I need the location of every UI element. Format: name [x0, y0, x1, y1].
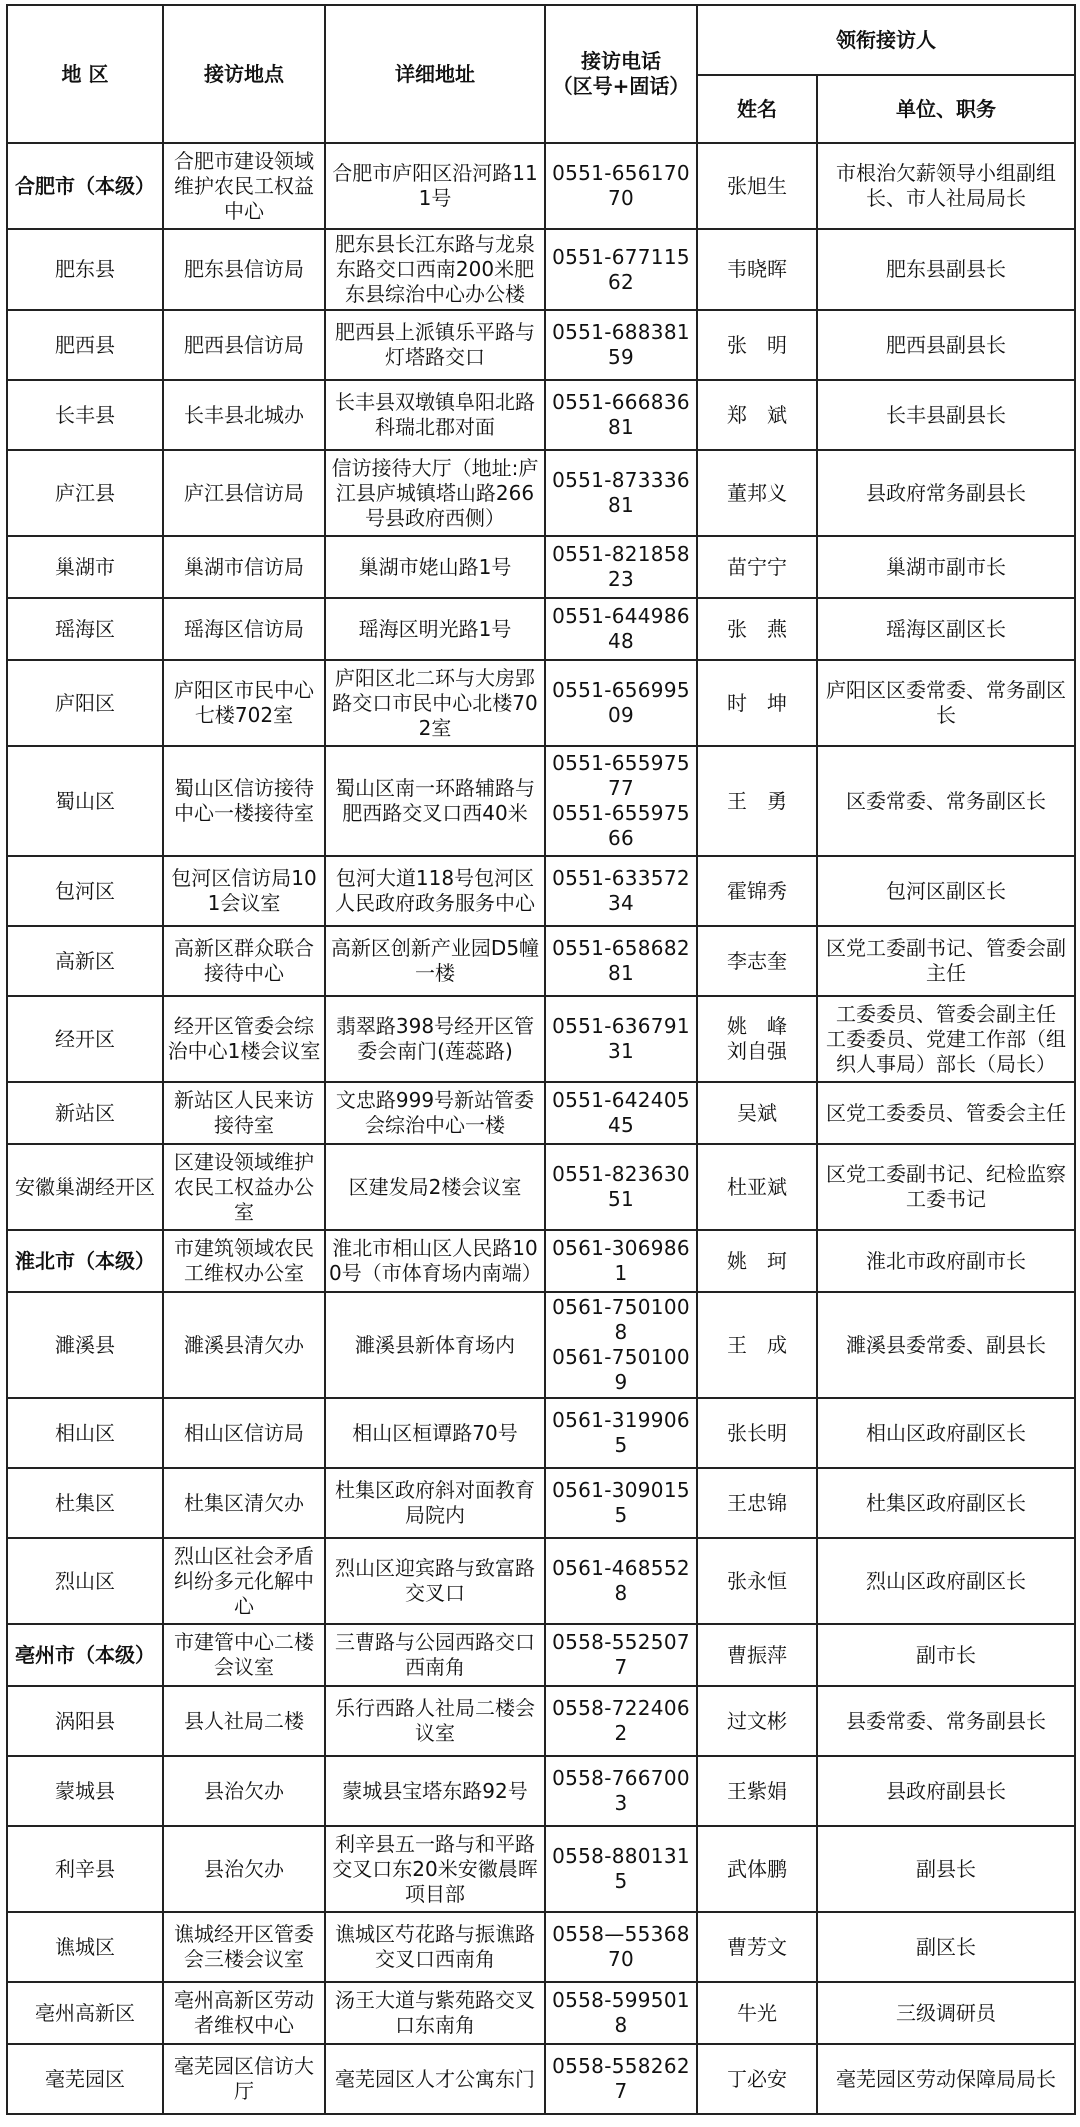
person-title: 包河区副区长: [886, 878, 1006, 903]
person-name: 丁必安: [727, 2066, 787, 2091]
header-leader-group: 领衔接访人: [697, 5, 1075, 75]
cell-title: [817, 1686, 1075, 1756]
cell-region: 亳州市（本级）: [7, 1624, 163, 1686]
phone-number: 0561-3069861: [552, 1236, 690, 1285]
table-row: [7, 1756, 1075, 1826]
cell-location: 县治欠办: [163, 1756, 325, 1826]
header-address: 详细地址: [325, 5, 545, 143]
person-name: 郑 斌: [727, 402, 787, 427]
person-name: 王忠锦: [727, 1490, 787, 1515]
cell-address: 肥西县上派镇乐平路与灯塔路交口: [325, 310, 545, 380]
person-name: 曹振萍: [727, 1642, 787, 1667]
cell-title: [817, 1538, 1075, 1624]
cell-name: [697, 1624, 817, 1686]
cell-address: 合肥市庐阳区沿河路111号: [325, 143, 545, 229]
cell-title: [817, 856, 1075, 926]
phone-number: 0558-8801315: [552, 1844, 690, 1893]
cell-name: [697, 1230, 817, 1292]
person-title: 区委常委、常务副区长: [846, 788, 1046, 813]
cell-title: [817, 1398, 1075, 1468]
cell-name: [697, 2044, 817, 2114]
cell-phone: [545, 1982, 697, 2044]
cell-location: 长丰县北城办: [163, 380, 325, 450]
cell-region: 谯城区: [7, 1912, 163, 1982]
cell-title: [817, 229, 1075, 310]
cell-name: [697, 1982, 817, 2044]
cell-location: 蜀山区信访接待中心一楼接待室: [163, 746, 325, 856]
cell-phone: [545, 1686, 697, 1756]
phone-number: 0551-64240545: [552, 1088, 690, 1137]
cell-phone: [545, 143, 697, 229]
table-row: [7, 1912, 1075, 1982]
phone-number: 0551-65699509: [552, 678, 690, 727]
person-name: 王 勇: [727, 788, 787, 813]
cell-title: [817, 1144, 1075, 1230]
phone-number: 0558—5536870: [552, 1922, 690, 1971]
person-title: 肥东县副县长: [886, 257, 1006, 281]
cell-phone: [545, 1144, 697, 1230]
cell-region: 蒙城县: [7, 1756, 163, 1826]
cell-location: 县治欠办: [163, 1826, 325, 1912]
header-title: 单位、职务: [817, 75, 1075, 143]
person-name: 姚 峰: [727, 1014, 787, 1038]
phone-number: 0551-65597577: [552, 751, 690, 800]
cell-region: 肥东县: [7, 229, 163, 310]
cell-location: 毫芜园区信访大厅: [163, 2044, 325, 2114]
cell-name: [697, 229, 817, 310]
cell-address: 长丰县双墩镇阜阳北路科瑞北郡对面: [325, 380, 545, 450]
person-name: 张旭生: [727, 173, 787, 198]
cell-title: [817, 926, 1075, 996]
cell-region: 包河区: [7, 856, 163, 926]
cell-title: [817, 598, 1075, 660]
cell-region: 庐江县: [7, 450, 163, 536]
header-phone-line2: （区号+固话）: [552, 74, 690, 98]
person-title: 工委委员、管委会副主任: [836, 1001, 1056, 1026]
phone-number: 0561-4685528: [552, 1556, 690, 1605]
table-row: [7, 660, 1075, 746]
cell-title: [817, 1624, 1075, 1686]
person-title: 区党工委副书记、纪检监察工委书记: [826, 1162, 1066, 1211]
person-name: 杜亚斌: [727, 1174, 787, 1199]
person-name: 牛光: [737, 2000, 777, 2025]
person-title: 市根治欠薪领导小组副组长、市人社局局长: [836, 161, 1056, 210]
person-name: 刘自强: [727, 1039, 787, 1063]
cell-region: 利辛县: [7, 1826, 163, 1912]
cell-phone: [545, 1826, 697, 1912]
cell-address: 信访接待大厅（地址:庐江县庐城镇塔山路266号县政府西侧）: [325, 450, 545, 536]
cell-region: 淮北市（本级）: [7, 1230, 163, 1292]
cell-region: 高新区: [7, 926, 163, 996]
person-title: 县政府常务副县长: [866, 480, 1026, 505]
table-row: [7, 310, 1075, 380]
cell-region: 瑶海区: [7, 598, 163, 660]
cell-title: [817, 1292, 1075, 1398]
cell-region: 蜀山区: [7, 746, 163, 856]
person-name: 武体鹏: [727, 1856, 787, 1881]
cell-phone: [545, 380, 697, 450]
cell-title: [817, 1982, 1075, 2044]
cell-address: 淮北市相山区人民路100号（市体育场内南端）: [325, 1230, 545, 1292]
cell-location: 市建筑领域农民工维权办公室: [163, 1230, 325, 1292]
header-phone: [545, 5, 697, 143]
table-row: [7, 1538, 1075, 1624]
cell-location: 庐阳区市民中心七楼702室: [163, 660, 325, 746]
person-name: 李志奎: [727, 948, 787, 973]
cell-title: [817, 450, 1075, 536]
phone-number: 0551-65617070: [552, 161, 690, 210]
cell-name: [697, 1144, 817, 1230]
cell-phone: [545, 2044, 697, 2114]
cell-location: 肥西县信访局: [163, 310, 325, 380]
phone-number: 0551-65597566: [552, 801, 690, 850]
cell-address: 乐行西路人社局二楼会议室: [325, 1686, 545, 1756]
table-row: [7, 380, 1075, 450]
cell-address: 瑶海区明光路1号: [325, 598, 545, 660]
person-name: 张 燕: [727, 616, 787, 641]
phone-number: 0551-63679131: [552, 1014, 690, 1063]
person-title: 杜集区政府副区长: [866, 1490, 1026, 1515]
table-row: [7, 1624, 1075, 1686]
person-name: 时 坤: [727, 690, 787, 715]
cell-location: 肥东县信访局: [163, 229, 325, 310]
cell-title: [817, 660, 1075, 746]
cell-location: 庐江县信访局: [163, 450, 325, 536]
cell-region: 相山区: [7, 1398, 163, 1468]
cell-address: 利辛县五一路与和平路交叉口东20米安徽晨晖项目部: [325, 1826, 545, 1912]
cell-address: 濉溪县新体育场内: [325, 1292, 545, 1398]
cell-address: 区建发局2楼会议室: [325, 1144, 545, 1230]
person-title: 区党工委委员、管委会主任: [826, 1100, 1066, 1125]
cell-title: [817, 380, 1075, 450]
cell-region: 新站区: [7, 1082, 163, 1144]
phone-number: 0558-7224062: [552, 1696, 690, 1745]
cell-phone: [545, 1398, 697, 1468]
table-row: [7, 229, 1075, 310]
table-row: [7, 926, 1075, 996]
cell-address: 包河大道118号包河区人民政府政务服务中心: [325, 856, 545, 926]
cell-region: 濉溪县: [7, 1292, 163, 1398]
table-row: [7, 1144, 1075, 1230]
person-name: 张 明: [727, 332, 787, 357]
cell-location: 高新区群众联合接待中心: [163, 926, 325, 996]
cell-location: 瑶海区信访局: [163, 598, 325, 660]
cell-address: 蒙城县宝塔东路92号: [325, 1756, 545, 1826]
phone-number: 0551-68838159: [552, 320, 690, 369]
cell-name: [697, 1826, 817, 1912]
cell-location: 合肥市建设领域维护农民工权益中心: [163, 143, 325, 229]
cell-phone: [545, 1624, 697, 1686]
cell-location: 市建管中心二楼会议室: [163, 1624, 325, 1686]
cell-location: 新站区人民来访接待室: [163, 1082, 325, 1144]
cell-name: [697, 1292, 817, 1398]
cell-name: [697, 660, 817, 746]
cell-name: [697, 598, 817, 660]
cell-location: 县人社局二楼: [163, 1686, 325, 1756]
person-name: 过文彬: [727, 1708, 787, 1733]
cell-name: [697, 996, 817, 1082]
person-name: 董邦义: [727, 480, 787, 505]
person-name: 张长明: [727, 1420, 787, 1445]
cell-location: 区建设领域维护农民工权益办公室: [163, 1144, 325, 1230]
cell-address: 翡翠路398号经开区管委会南门(莲蕊路): [325, 996, 545, 1082]
cell-title: [817, 143, 1075, 229]
cell-address: 汤王大道与紫苑路交叉口东南角: [325, 1982, 545, 2044]
cell-name: [697, 1912, 817, 1982]
header-phone-line1: 接访电话: [581, 49, 661, 73]
person-title: 庐阳区区委常委、常务副区长: [826, 678, 1066, 727]
phone-number: 0561-3090155: [552, 1478, 690, 1527]
cell-phone: [545, 1756, 697, 1826]
person-name: 姚 珂: [727, 1248, 787, 1273]
cell-phone: [545, 1538, 697, 1624]
table-row: [7, 1398, 1075, 1468]
cell-name: [697, 926, 817, 996]
cell-title: [817, 310, 1075, 380]
cell-region: 经开区: [7, 996, 163, 1082]
person-title: 巢湖市副市长: [886, 554, 1006, 579]
cell-region: 庐阳区: [7, 660, 163, 746]
phone-number: 0561-7501009: [552, 1345, 690, 1394]
header-name: 姓名: [697, 75, 817, 143]
person-title: 三级调研员: [896, 2000, 996, 2025]
cell-phone: [545, 1082, 697, 1144]
person-title: 区党工委副书记、管委会副主任: [826, 936, 1066, 985]
person-name: 吴斌: [737, 1100, 777, 1125]
cell-address: 相山区桓谭路70号: [325, 1398, 545, 1468]
person-title: 相山区政府副区长: [866, 1420, 1026, 1445]
cell-address: 烈山区迎宾路与致富路交叉口: [325, 1538, 545, 1624]
person-title: 县政府副县长: [886, 1778, 1006, 1803]
cell-name: [697, 1468, 817, 1538]
cell-title: [817, 746, 1075, 856]
phone-number: 0551-87333681: [552, 468, 690, 517]
phone-number: 0551-66683681: [552, 390, 690, 439]
cell-title: [817, 1756, 1075, 1826]
person-title: 烈山区政府副区长: [866, 1568, 1026, 1593]
cell-phone: [545, 450, 697, 536]
cell-location: 濉溪县清欠办: [163, 1292, 325, 1398]
table-row: [7, 1292, 1075, 1398]
cell-name: [697, 1756, 817, 1826]
cell-region: 安徽巢湖经开区: [7, 1144, 163, 1230]
cell-title: [817, 996, 1075, 1082]
cell-title: [817, 1082, 1075, 1144]
cell-address: 巢湖市姥山路1号: [325, 536, 545, 598]
phone-number: 0551-64498648: [552, 604, 690, 653]
cell-title: [817, 1468, 1075, 1538]
table-row: [7, 143, 1075, 229]
phone-number: 0558-5525077: [552, 1630, 690, 1679]
cell-name: [697, 1686, 817, 1756]
cell-name: [697, 450, 817, 536]
cell-address: 庐阳区北二环与大房郢路交口市民中心北楼702室: [325, 660, 545, 746]
table-row: [7, 856, 1075, 926]
cell-region: 肥西县: [7, 310, 163, 380]
cell-region: 涡阳县: [7, 1686, 163, 1756]
header-location: 接访地点: [163, 5, 325, 143]
person-title: 长丰县副县长: [886, 402, 1006, 427]
cell-location: 经开区管委会综治中心1楼会议室: [163, 996, 325, 1082]
table-row: [7, 450, 1075, 536]
table-row: [7, 1982, 1075, 2044]
person-name: 苗宁宁: [727, 554, 787, 579]
header-region: 地 区: [7, 5, 163, 143]
cell-name: [697, 536, 817, 598]
cell-title: [817, 1912, 1075, 1982]
cell-address: 三曹路与公园西路交口西南角: [325, 1624, 545, 1686]
table-row: [7, 1686, 1075, 1756]
person-title: 工委委员、党建工作部（组织人事局）部长（局长）: [826, 1026, 1066, 1076]
cell-phone: [545, 1292, 697, 1398]
person-title: 濉溪县委常委、副县长: [846, 1332, 1046, 1357]
person-title: 副县长: [916, 1856, 976, 1881]
phone-number: 0558-7667003: [552, 1766, 690, 1815]
person-name: 王 成: [727, 1332, 787, 1357]
table-row: [7, 746, 1075, 856]
cell-address: 文忠路999号新站管委会综治中心一楼: [325, 1082, 545, 1144]
cell-phone: [545, 229, 697, 310]
person-name: 韦晓晖: [727, 257, 787, 281]
person-title: 淮北市政府副市长: [866, 1248, 1026, 1273]
table-row: [7, 996, 1075, 1082]
cell-address: 肥东县长江东路与龙泉东路交口西南200米肥东县综治中心办公楼: [325, 229, 545, 310]
cell-address: 杜集区政府斜对面教育局院内: [325, 1468, 545, 1538]
phone-number: 0558-5582627: [552, 2054, 690, 2103]
person-title: 毫芜园区劳动保障局局长: [836, 2066, 1056, 2091]
cell-phone: [545, 310, 697, 380]
cell-region: 亳州高新区: [7, 1982, 163, 2044]
cell-region: 长丰县: [7, 380, 163, 450]
person-name: 张永恒: [727, 1568, 787, 1593]
cell-name: [697, 1538, 817, 1624]
cell-phone: [545, 1468, 697, 1538]
cell-location: 亳州高新区劳动者维权中心: [163, 1982, 325, 2044]
reception-table: [6, 4, 1076, 2115]
table-row: [7, 536, 1075, 598]
cell-location: 烈山区社会矛盾纠纷多元化解中心: [163, 1538, 325, 1624]
cell-location: 谯城经开区管委会三楼会议室: [163, 1912, 325, 1982]
cell-location: 巢湖市信访局: [163, 536, 325, 598]
person-name: 王紫娟: [727, 1778, 787, 1803]
person-title: 瑶海区副区长: [886, 616, 1006, 641]
cell-region: 巢湖市: [7, 536, 163, 598]
table-row: [7, 598, 1075, 660]
cell-title: [817, 1230, 1075, 1292]
person-title: 县委常委、常务副县长: [846, 1708, 1046, 1733]
cell-title: [817, 1826, 1075, 1912]
person-title: 副市长: [916, 1642, 976, 1667]
phone-number: 0561-7501008: [552, 1295, 690, 1344]
cell-name: [697, 310, 817, 380]
person-title: 副区长: [916, 1934, 976, 1959]
cell-location: 包河区信访局101会议室: [163, 856, 325, 926]
table-row: [7, 1826, 1075, 1912]
person-title: 肥西县副县长: [886, 332, 1006, 357]
phone-number: 0558-5995018: [552, 1988, 690, 2037]
cell-phone: [545, 856, 697, 926]
cell-name: [697, 380, 817, 450]
phone-number: 0551-63357234: [552, 866, 690, 915]
cell-address: 谯城区芍花路与振谯路交叉口西南角: [325, 1912, 545, 1982]
table-row: [7, 1082, 1075, 1144]
cell-address: 蜀山区南一环路辅路与肥西路交叉口西40米: [325, 746, 545, 856]
cell-phone: [545, 1230, 697, 1292]
table-row: [7, 1468, 1075, 1538]
cell-phone: [545, 660, 697, 746]
cell-phone: [545, 996, 697, 1082]
cell-title: [817, 2044, 1075, 2114]
cell-phone: [545, 536, 697, 598]
cell-location: 相山区信访局: [163, 1398, 325, 1468]
person-name: 霍锦秀: [727, 878, 787, 903]
phone-number: 0551-82363051: [552, 1162, 690, 1211]
cell-address: 毫芜园区人才公寓东门: [325, 2044, 545, 2114]
phone-number: 0561-3199065: [552, 1408, 690, 1457]
cell-region: 烈山区: [7, 1538, 163, 1624]
cell-name: [697, 746, 817, 856]
cell-name: [697, 143, 817, 229]
cell-name: [697, 1082, 817, 1144]
phone-number: 0551-82185823: [552, 542, 690, 591]
table-row: [7, 1230, 1075, 1292]
cell-name: [697, 1398, 817, 1468]
cell-phone: [545, 926, 697, 996]
cell-region: 毫芜园区: [7, 2044, 163, 2114]
cell-name: [697, 856, 817, 926]
cell-phone: [545, 598, 697, 660]
cell-location: 杜集区清欠办: [163, 1468, 325, 1538]
cell-phone: [545, 746, 697, 856]
cell-phone: [545, 1912, 697, 1982]
phone-number: 0551-67711562: [552, 244, 690, 294]
cell-region: 杜集区: [7, 1468, 163, 1538]
cell-address: 高新区创新产业园D5幢一楼: [325, 926, 545, 996]
table-row: [7, 2044, 1075, 2114]
person-name: 曹芳文: [727, 1934, 787, 1959]
cell-title: [817, 536, 1075, 598]
phone-number: 0551-65868281: [552, 936, 690, 985]
cell-region: 合肥市（本级）: [7, 143, 163, 229]
